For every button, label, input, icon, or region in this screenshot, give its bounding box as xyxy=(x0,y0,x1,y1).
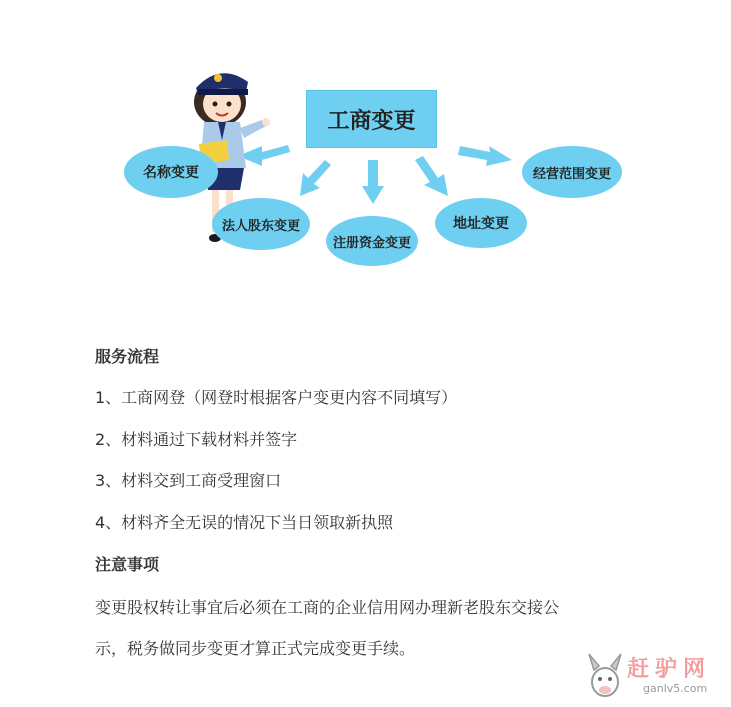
site-watermark xyxy=(585,652,725,702)
process-step: 1、工商网登（网登时根据客户变更内容不同填写） xyxy=(95,388,458,407)
center-box: 工商变更 xyxy=(306,90,437,148)
node-scope-change: 经营范围变更 xyxy=(522,146,622,198)
node-address-change: 地址变更 xyxy=(435,198,527,248)
arrow-down-left xyxy=(300,160,331,196)
notes-heading: 注意事项 xyxy=(95,555,160,574)
node-name-change: 名称变更 xyxy=(124,146,218,198)
arrow-right xyxy=(458,146,512,166)
watermark-domain: ganlv5.com xyxy=(643,682,708,695)
arrow-down xyxy=(362,160,384,204)
process-step: 2、材料通过下载材料并签字 xyxy=(95,430,298,449)
business-change-diagram xyxy=(0,0,731,290)
process-step: 4、材料齐全无误的情况下当日领取新执照 xyxy=(95,513,394,532)
notes-line: 变更股权转让事宜后必须在工商的企业信用网办理新老股东交接公 xyxy=(95,598,560,617)
process-step: 3、材料交到工商受理窗口 xyxy=(95,471,282,490)
process-heading: 服务流程 xyxy=(95,347,160,366)
watermark-name: 赶驴网 xyxy=(627,657,712,682)
arrow-down-right xyxy=(415,156,448,196)
node-capital-change: 注册资金变更 xyxy=(326,216,418,266)
arrow-left xyxy=(238,145,290,166)
notes-line: 示，税务做同步变更才算正式完成变更手续。 xyxy=(95,639,416,658)
node-legal-person-change: 法人股东变更 xyxy=(212,198,310,250)
donkey-logo-icon xyxy=(585,652,625,700)
